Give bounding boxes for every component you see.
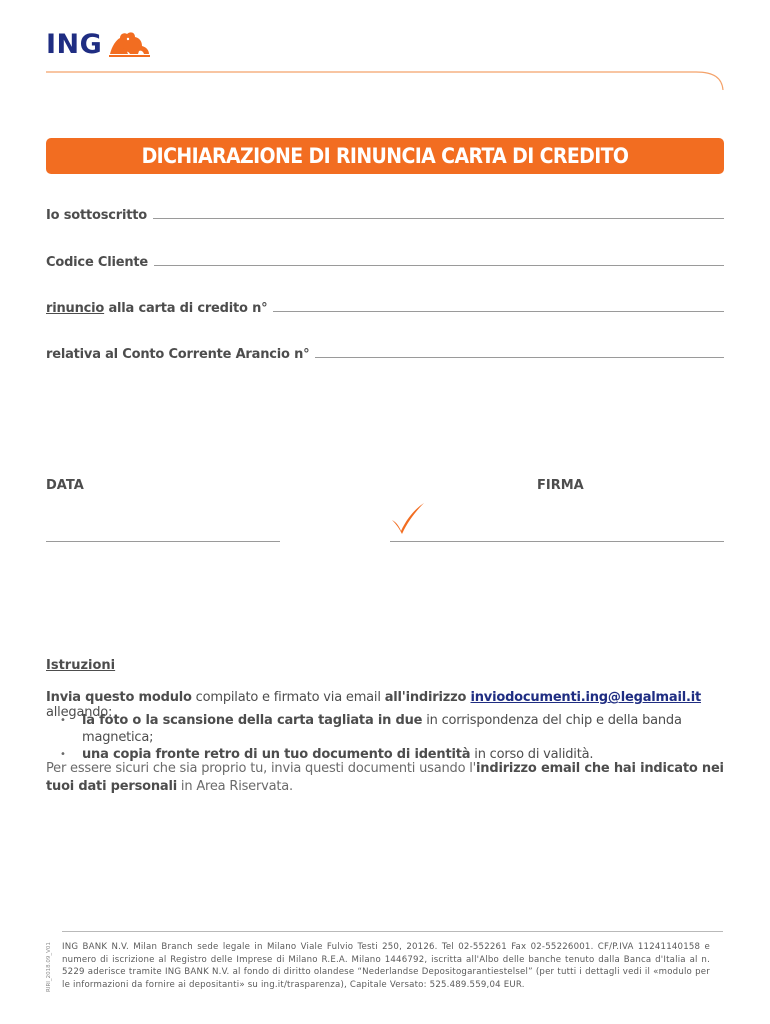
list-item-1-bold: la foto o la scansione della carta tagliata in due — [82, 713, 423, 728]
instructions-note — [46, 760, 726, 796]
note-end: in Area Riservata. — [177, 779, 293, 794]
title-banner — [46, 138, 724, 174]
instructions-end: allegando: — [46, 705, 113, 720]
note-bold: indirizzo email che hai indicato nei tuoi dati personali — [46, 761, 724, 794]
field-conto-corrente-line[interactable] — [315, 356, 724, 358]
field-codice-cliente-label: Codice Cliente — [46, 255, 149, 270]
field-carta-credito-label — [46, 301, 273, 316]
note-start: Per essere sicuri che sia proprio tu, invia questi documenti usando l' — [46, 761, 477, 776]
footer-legal-text: ING BANK N.V. Milan Branch sede legale in Milano Viale Fulvio Testi 250, 20126. Tel 02-552261 Fax 02-55226001. CF/P.IVA 11241140158 e numero di iscrizione al Registro delle Imprese di Milano R.E.A. Milano 1446792, iscritta all'Albo delle banche tenuto dalla Banca d'Italia al n. 5229 aderisce tramite ING BANK N.V. al fondo di diritto olandese “Nederlandse Depositogarantiestelsel” (per tutti i dettagli vedi il «modulo per le informazioni da fornire ai depositanti» su ing.it/trasparenza), Capitale Versato: 525.489.559,04 EUR. — [62, 942, 710, 990]
footer-divider — [62, 931, 723, 932]
field-sottoscritto[interactable] — [46, 201, 724, 223]
list-item — [46, 712, 736, 746]
field-codice-cliente-line[interactable] — [154, 264, 724, 266]
document-code — [42, 936, 52, 992]
field-codice-cliente[interactable] — [46, 248, 724, 270]
side-code-text: RIRI_2018.09_V01 — [46, 942, 52, 992]
list-item-2-bold: una copia fronte retro di un tuo documento di identità — [82, 747, 471, 762]
date-label: DATA — [46, 478, 84, 493]
field-sottoscritto-line[interactable] — [153, 217, 724, 219]
field-conto-corrente-label: relativa al Conto Corrente Arancio n° — [46, 347, 310, 362]
field-conto-corrente[interactable] — [46, 340, 724, 362]
date-line[interactable] — [46, 540, 280, 542]
header-divider — [46, 0, 770, 100]
field-sottoscritto-label: Io sottoscritto — [46, 208, 147, 223]
signature-line[interactable] — [390, 540, 724, 542]
instructions-title: Istruzioni — [46, 658, 116, 673]
rinuncio-rest: alla carta di credito n° — [104, 301, 268, 316]
field-carta-credito[interactable] — [46, 294, 724, 316]
brand-name: ING — [46, 29, 103, 60]
instructions-list — [46, 712, 736, 763]
document-title: DICHIARAZIONE DI RINUNCIA CARTA DI CREDITO — [141, 144, 629, 168]
instructions-mid: compilato e firmato via email — [191, 690, 385, 705]
email-link[interactable]: inviodocumenti.ing@legalmail.it — [470, 690, 701, 705]
instructions-bold-1: Invia questo modulo — [46, 690, 192, 705]
field-carta-credito-line[interactable] — [273, 310, 724, 312]
list-item-1-rest: in corrispondenza del chip e della banda magnetica; — [82, 713, 682, 745]
instructions-bold-2: all'indirizzo — [384, 690, 471, 705]
checkmark-icon — [388, 500, 428, 536]
signature-label: FIRMA — [537, 478, 584, 493]
list-item-2-rest: in corso di validità. — [470, 747, 594, 762]
rinuncio-word: rinuncio — [46, 301, 105, 316]
